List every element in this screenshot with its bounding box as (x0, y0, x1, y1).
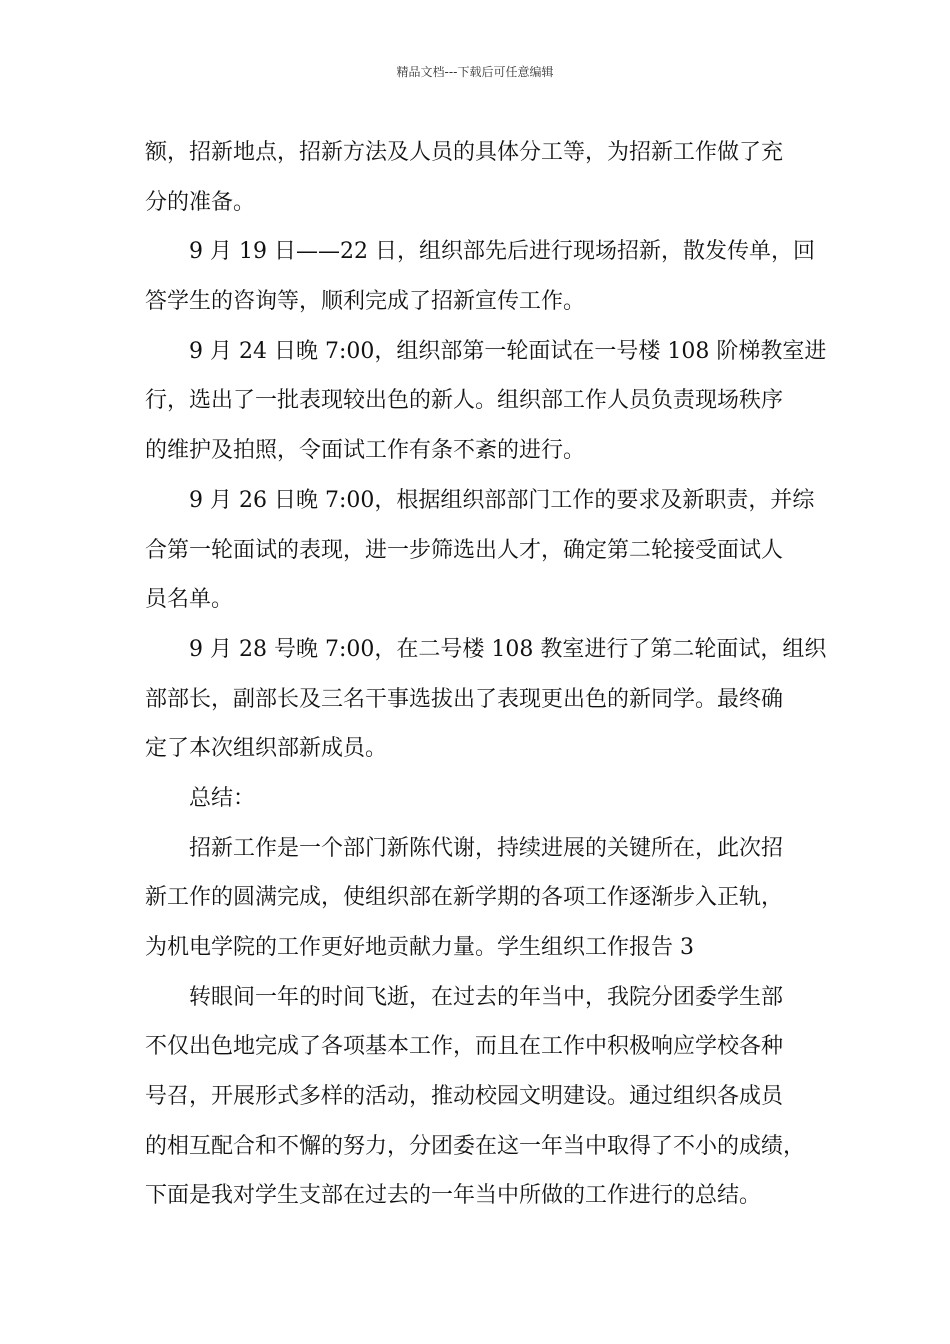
text-line: 答学生的咨询等，顺利完成了招新宣传工作。 (145, 289, 586, 315)
text-line: 9 月 28 号晚 7:00，在二号楼 108 教室进行了第二轮面试，组织 (189, 636, 827, 662)
section-heading: 总结： (189, 785, 256, 811)
text-line: 员名单。 (145, 587, 234, 613)
text-line: 定了本次组织部新成员。 (145, 736, 388, 762)
text-line: 不仅出色地完成了各项基本工作，而且在工作中积极响应学校各种 (145, 1034, 784, 1060)
text-line: 9 月 24 日晚 7:00，组织部第一轮面试在一号楼 108 阶梯教室进 (189, 338, 827, 364)
text-line: 合第一轮面试的表现，进一步筛选出人才，确定第二轮接受面试人 (145, 537, 784, 563)
text-line: 的相互配合和不懈的努力，分团委在这一年当中取得了不小的成绩， (145, 1133, 806, 1159)
text-line: 招新工作是一个部门新陈代谢，持续进展的关键所在，此次招 (189, 835, 784, 861)
text-line: 额，招新地点，招新方法及人员的具体分工等，为招新工作做了充 (145, 140, 784, 165)
text-line: 行，选出了一批表现较出色的新人。组织部工作人员负责现场秩序 (145, 388, 784, 414)
text-line: 转眼间一年的时间飞逝，在过去的年当中，我院分团委学生部 (189, 984, 784, 1010)
text-line: 号召，开展形式多样的活动，推动校园文明建设。通过组织各成员 (145, 1084, 784, 1110)
text-line: 新工作的圆满完成，使组织部在新学期的各项工作逐渐步入正轨， (145, 885, 784, 911)
text-line: 分的准备。 (145, 189, 256, 215)
text-line: 部部长，副部长及三名干事选拔出了表现更出色的新同学。最终确 (145, 686, 784, 712)
text-line: 为机电学院的工作更好地贡献力量。学生组织工作报告 3 (145, 935, 694, 960)
text-line: 9 月 19 日——22 日，组织部先后进行现场招新，散发传单，回 (189, 239, 815, 265)
text-line: 下面是我对学生支部在过去的一年当中所做的工作进行的总结。 (145, 1183, 762, 1209)
document-body (145, 128, 827, 1221)
text-line: 9 月 26 日晚 7:00，根据组织部部门工作的要求及新职责，并综 (189, 487, 815, 513)
text-line: 的维护及拍照，令面试工作有条不紊的进行。 (145, 438, 586, 464)
page-header: 精品文档---下载后可任意编辑 (396, 65, 554, 79)
